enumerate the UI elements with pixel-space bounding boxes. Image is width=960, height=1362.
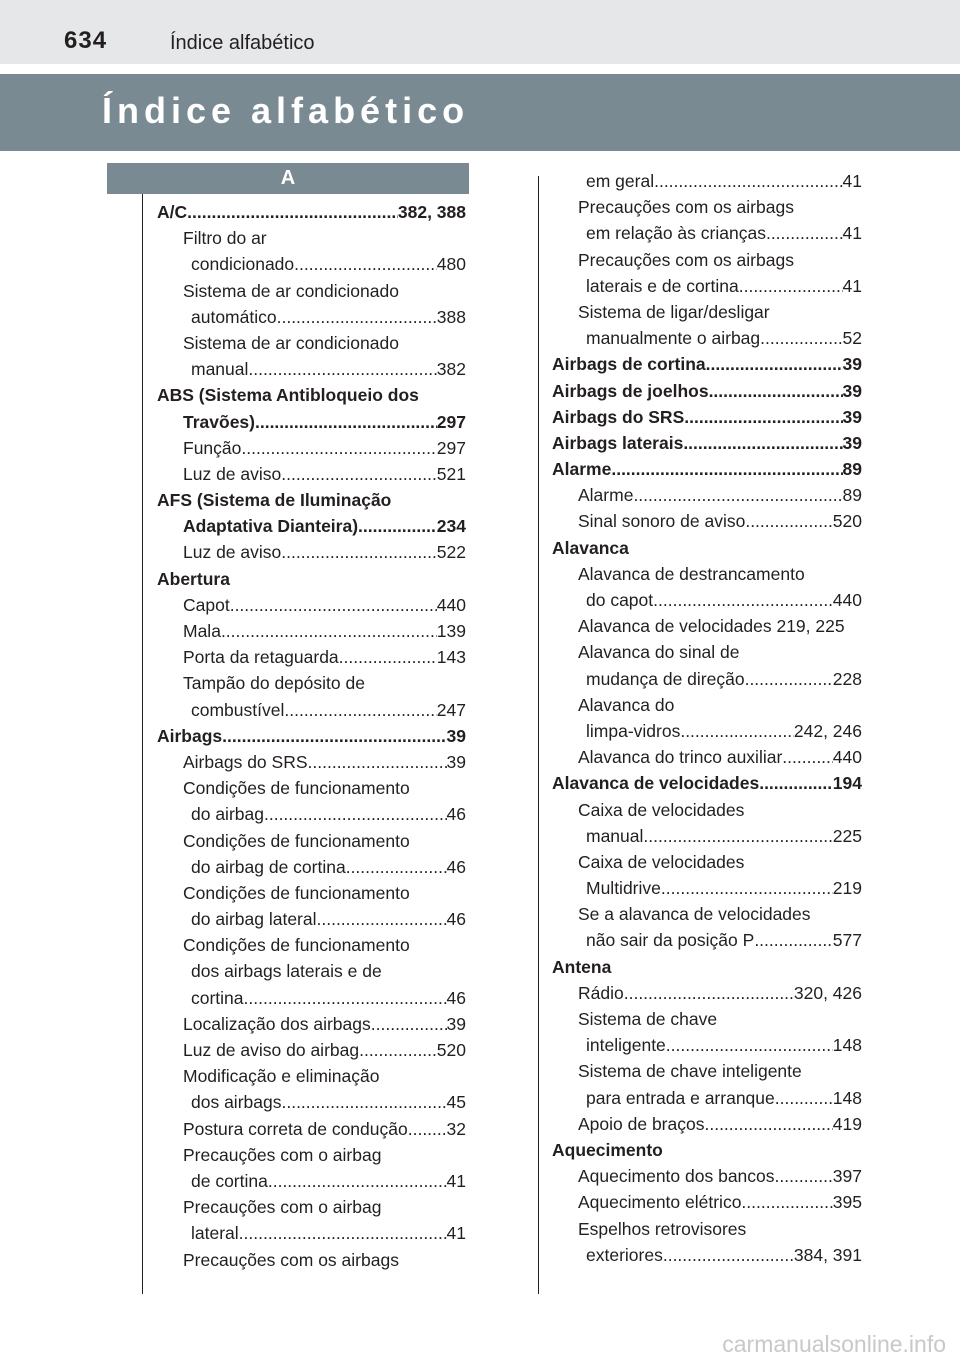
dot-leader (683, 430, 842, 456)
dot-leader (775, 1085, 833, 1111)
entry-term: em relação às crianças (586, 223, 766, 244)
entry-term: Airbags do SRS (552, 406, 685, 427)
index-entry: Sistema de ligar/desligar (578, 301, 770, 322)
index-entry (157, 1116, 466, 1142)
dot-leader (294, 251, 437, 277)
entry-page: 45 (446, 1092, 466, 1113)
entry-term: condicionado (191, 254, 295, 275)
entry-term: dos airbags (191, 1092, 282, 1113)
index-entry (157, 409, 466, 435)
entry-page: 41 (842, 223, 862, 244)
entry-term: Apoio de braços (578, 1113, 705, 1134)
entry-term: lateral (191, 1223, 239, 1244)
dot-leader (782, 744, 833, 770)
entry-page: 39 (842, 406, 862, 427)
index-entry: Aquecimento (552, 1139, 663, 1160)
index-entry (552, 744, 862, 770)
entry-term: Postura correta de condução (183, 1118, 408, 1139)
index-entry (157, 513, 466, 539)
index-entry (552, 1111, 862, 1137)
entry-term: Rádio (578, 982, 624, 1003)
entry-term: Porta da retaguarda (183, 647, 339, 668)
dot-leader (643, 823, 832, 849)
entry-page: 382, 388 (397, 202, 466, 222)
index-entry (157, 801, 466, 827)
dot-leader (346, 854, 447, 880)
left-column-rule (142, 194, 143, 1294)
dot-leader (241, 435, 436, 461)
entry-term: Airbags de joelhos (552, 380, 709, 401)
entry-term: Aquecimento elétrico (578, 1192, 742, 1213)
index-entry: Filtro do ar (183, 228, 267, 249)
index-entry: Alavanca do (578, 694, 675, 715)
dot-leader (760, 325, 842, 351)
entry-term: em geral (586, 171, 655, 191)
dot-leader (371, 1011, 447, 1037)
index-entry: Modificação e eliminação (183, 1066, 380, 1087)
dot-leader (358, 513, 437, 539)
entry-page: 440 (436, 594, 466, 615)
entry-term: exteriores (586, 1244, 663, 1265)
dot-leader (187, 199, 398, 225)
index-entry (157, 251, 466, 277)
dot-leader (653, 587, 833, 613)
entry-term: Capot (183, 594, 230, 615)
index-entry (552, 1085, 862, 1111)
dot-leader (277, 304, 437, 330)
index-entry (157, 1037, 466, 1063)
index-entry: Condições de funcionamento (183, 830, 410, 851)
index-entry (157, 618, 466, 644)
entry-page: 46 (446, 856, 466, 877)
index-entry: Condições de funcionamento (183, 882, 410, 903)
entry-page: 419 (832, 1113, 862, 1134)
entry-page: 46 (446, 909, 466, 930)
entry-term: A/C (157, 202, 188, 222)
entry-page: 395 (832, 1192, 862, 1213)
index-entry (552, 980, 862, 1006)
entry-term: Multidrive (586, 878, 661, 899)
dot-leader (745, 666, 833, 692)
index-entry (552, 1163, 862, 1189)
dot-leader (654, 168, 842, 194)
index-entry (552, 220, 862, 246)
index-entry (157, 697, 466, 723)
index-entry: Alavanca do sinal de (578, 642, 740, 663)
page-number: 634 (64, 27, 108, 54)
dot-leader (624, 980, 794, 1006)
index-entry (552, 1242, 862, 1268)
dot-leader (339, 644, 437, 670)
entry-page: 388 (436, 306, 466, 327)
index-entry: ABS (Sistema Antibloqueio dos (157, 385, 419, 406)
entry-page: 39 (842, 354, 862, 375)
entry-page: 577 (832, 930, 862, 951)
index-entry (157, 749, 466, 775)
dot-leader (408, 1116, 447, 1142)
chapter-title: Índice alfabético (102, 90, 470, 131)
entry-term: de cortina (191, 1170, 268, 1191)
entry-page: 521 (436, 463, 466, 484)
dot-leader (684, 404, 842, 430)
dot-leader (239, 1220, 447, 1246)
entry-page: 228 (832, 668, 862, 689)
running-header-title: Índice alfabético (170, 32, 315, 54)
index-entry: Sistema de ar condicionado (183, 280, 399, 301)
index-entry: Abertura (157, 568, 230, 589)
entry-page: 89 (842, 459, 862, 480)
index-entry (157, 199, 466, 225)
entry-page: 520 (436, 1040, 466, 1060)
entry-page: 39 (842, 432, 862, 453)
index-entry: Condições de funcionamento (183, 778, 410, 799)
entry-term: Sinal sonoro de aviso (578, 511, 746, 532)
entry-term: manual (586, 825, 644, 846)
entry-term: do airbag lateral (191, 909, 317, 930)
entry-term: mudança de direção (586, 668, 745, 689)
dot-leader (706, 351, 843, 377)
dot-leader (709, 378, 843, 404)
index-entry: Precauções com os airbags (578, 197, 794, 218)
entry-term: cortina (191, 987, 244, 1008)
index-entry (157, 1168, 466, 1194)
entry-term: Aquecimento dos bancos (578, 1166, 775, 1187)
dot-leader (775, 1163, 833, 1189)
index-entry (552, 378, 862, 404)
entry-term: laterais e de cortina (586, 275, 739, 296)
entry-term: Travões) (183, 411, 255, 432)
entry-page: 52 (842, 328, 862, 349)
section-letter: A (107, 163, 469, 194)
entry-term: inteligente (586, 1035, 666, 1056)
entry-term: Alavanca do trinco auxiliar (578, 747, 783, 768)
dot-leader (268, 1168, 447, 1194)
index-entry (552, 823, 862, 849)
index-entry: Precauções com os airbags (183, 1249, 399, 1270)
index-entry (552, 273, 862, 299)
entry-page: 39 (446, 751, 466, 772)
entry-page: 46 (446, 804, 466, 825)
index-entry (157, 461, 466, 487)
index-entry (552, 587, 862, 613)
index-entry (157, 854, 466, 880)
entry-page: 39 (446, 725, 466, 746)
dot-leader (281, 461, 437, 487)
dot-leader (221, 618, 437, 644)
index-entry (157, 592, 466, 618)
index-entry: Espelhos retrovisores (578, 1218, 747, 1239)
entry-term: Airbags laterais (552, 432, 684, 453)
entry-page: 41 (842, 171, 862, 191)
entry-term: Localização dos airbags (183, 1013, 371, 1034)
index-entry: Sistema de chave (578, 1009, 718, 1029)
dot-leader (666, 1032, 833, 1058)
entry-term: manualmente o airbag (586, 328, 761, 349)
dot-leader (248, 356, 436, 382)
entry-page: 440 (832, 747, 862, 768)
dot-leader (244, 985, 447, 1011)
center-column-rule (538, 176, 539, 1294)
index-entry: Sistema de chave inteligente (578, 1061, 802, 1082)
entry-page: 397 (832, 1166, 862, 1187)
entry-page: 148 (832, 1035, 862, 1056)
index-entry (552, 168, 862, 194)
dot-leader (766, 220, 843, 246)
entry-term: Mala (183, 621, 221, 641)
index-entry: dos airbags laterais e de (191, 961, 382, 982)
dot-leader (759, 770, 833, 796)
index-entry (157, 723, 466, 749)
entry-term: Luz de aviso (183, 542, 282, 563)
entry-term: Airbags de cortina (552, 354, 706, 375)
index-entry (552, 1189, 862, 1215)
entry-page: 41 (842, 275, 862, 296)
dot-leader (633, 482, 842, 508)
entry-term: combustível (191, 699, 285, 720)
dot-leader (222, 723, 446, 749)
index-entry: Precauções com o airbag (183, 1144, 382, 1165)
entry-term: Função (183, 437, 242, 458)
index-entry (552, 1032, 862, 1058)
dot-leader (739, 273, 843, 299)
index-entry: Caixa de velocidades (578, 799, 745, 820)
dot-leader (611, 456, 842, 482)
dot-leader (680, 718, 794, 744)
entry-term: limpa-vidros (586, 720, 681, 741)
index-entry (552, 927, 862, 953)
index-entry (552, 508, 862, 534)
entry-page: 46 (446, 987, 466, 1008)
entry-page: 194 (832, 773, 862, 794)
entry-term: Alavanca de velocidades (552, 773, 760, 794)
entry-page: 384, 391 (793, 1244, 862, 1265)
index-entry: Se a alavanca de velocidades (578, 904, 811, 925)
dot-leader (741, 1189, 832, 1215)
index-entry (552, 875, 862, 901)
watermark: carmanualsonline.info (722, 1331, 946, 1357)
index-entry: Antena (552, 956, 612, 977)
entry-page: 41 (446, 1223, 466, 1244)
entry-term: automático (191, 306, 277, 327)
entry-term: do capot (586, 590, 654, 610)
index-entry (157, 1089, 466, 1115)
index-entry (552, 430, 862, 456)
index-entry (157, 539, 466, 565)
entry-page: 219 (832, 878, 862, 899)
entry-term: do airbag (191, 804, 264, 825)
dot-leader (359, 1037, 437, 1063)
dot-leader (255, 409, 437, 435)
entry-page: 89 (842, 485, 862, 506)
dot-leader (663, 1242, 794, 1268)
index-entry (157, 1011, 466, 1037)
index-entry (157, 644, 466, 670)
entry-page: 32 (446, 1118, 466, 1139)
dot-leader (308, 749, 447, 775)
index-entry: Sistema de ar condicionado (183, 332, 399, 353)
index-entry (552, 325, 862, 351)
entry-term: Adaptativa Dianteira) (183, 516, 359, 537)
entry-term: Airbags do SRS (183, 751, 308, 772)
entry-term: para entrada e arranque (586, 1087, 775, 1108)
dot-leader (264, 801, 447, 827)
dot-leader (317, 906, 447, 932)
entry-page: 39 (842, 380, 862, 401)
entry-term: Luz de aviso do airbag (183, 1040, 360, 1060)
index-entry (157, 1220, 466, 1246)
entry-page: 247 (436, 699, 466, 720)
index-entry (552, 404, 862, 430)
index-entry: Caixa de velocidades (578, 851, 745, 872)
entry-term: Alarme (552, 459, 612, 480)
entry-page: 234 (436, 516, 466, 537)
entry-page: 143 (436, 647, 466, 668)
dot-leader (281, 1089, 446, 1115)
index-entry (552, 770, 862, 796)
index-entry (157, 304, 466, 330)
dot-leader (661, 875, 833, 901)
entry-page: 520 (832, 511, 862, 532)
entry-page: 41 (446, 1170, 466, 1191)
entry-page: 297 (436, 411, 466, 432)
entry-page: 297 (436, 437, 466, 458)
entry-page: 382 (436, 359, 466, 380)
index-entry (552, 456, 862, 482)
entry-term: Airbags (157, 725, 223, 746)
index-entry (157, 985, 466, 1011)
entry-term: manual (191, 359, 249, 380)
header-strip (0, 0, 960, 64)
index-entry: Precauções com o airbag (183, 1197, 382, 1218)
dot-leader (745, 508, 832, 534)
index-entry (552, 666, 862, 692)
index-entry (157, 435, 466, 461)
entry-term: do airbag de cortina (191, 856, 346, 877)
entry-page: 39 (446, 1013, 466, 1034)
index-entry: Tampão do depósito de (183, 673, 365, 694)
index-entry: Alavanca (552, 537, 629, 558)
dot-leader (704, 1111, 832, 1137)
index-entry: Alavanca de destrancamento (578, 563, 805, 584)
index-entry: AFS (Sistema de Iluminação (157, 490, 392, 511)
entry-term: Alarme (578, 485, 634, 506)
dot-leader (230, 592, 437, 618)
entry-page: 242, 246 (793, 720, 862, 741)
entry-page: 320, 426 (793, 982, 862, 1003)
index-entry: Condições de funcionamento (183, 935, 410, 956)
entry-term: Luz de aviso (183, 463, 282, 484)
dot-leader (284, 697, 436, 723)
entry-term: não sair da posição P (586, 930, 755, 951)
index-column-right (552, 168, 862, 1268)
entry-page: 148 (832, 1087, 862, 1108)
entry-page: 480 (436, 254, 466, 275)
index-entry (157, 906, 466, 932)
index-entry (552, 351, 862, 377)
index-entry: Precauções com os airbags (578, 249, 794, 270)
entry-page: 440 (832, 590, 862, 610)
index-entry (157, 356, 466, 382)
dot-leader (281, 539, 437, 565)
index-entry (552, 718, 862, 744)
entry-page: 225 (832, 825, 862, 846)
dot-leader (754, 927, 832, 953)
index-column-left (157, 199, 466, 1273)
index-entry: Alavanca de velocidades 219, 225 (578, 616, 845, 637)
chapter-banner (0, 74, 960, 151)
entry-page: 139 (436, 621, 466, 641)
entry-page: 522 (436, 542, 466, 563)
index-entry (552, 482, 862, 508)
